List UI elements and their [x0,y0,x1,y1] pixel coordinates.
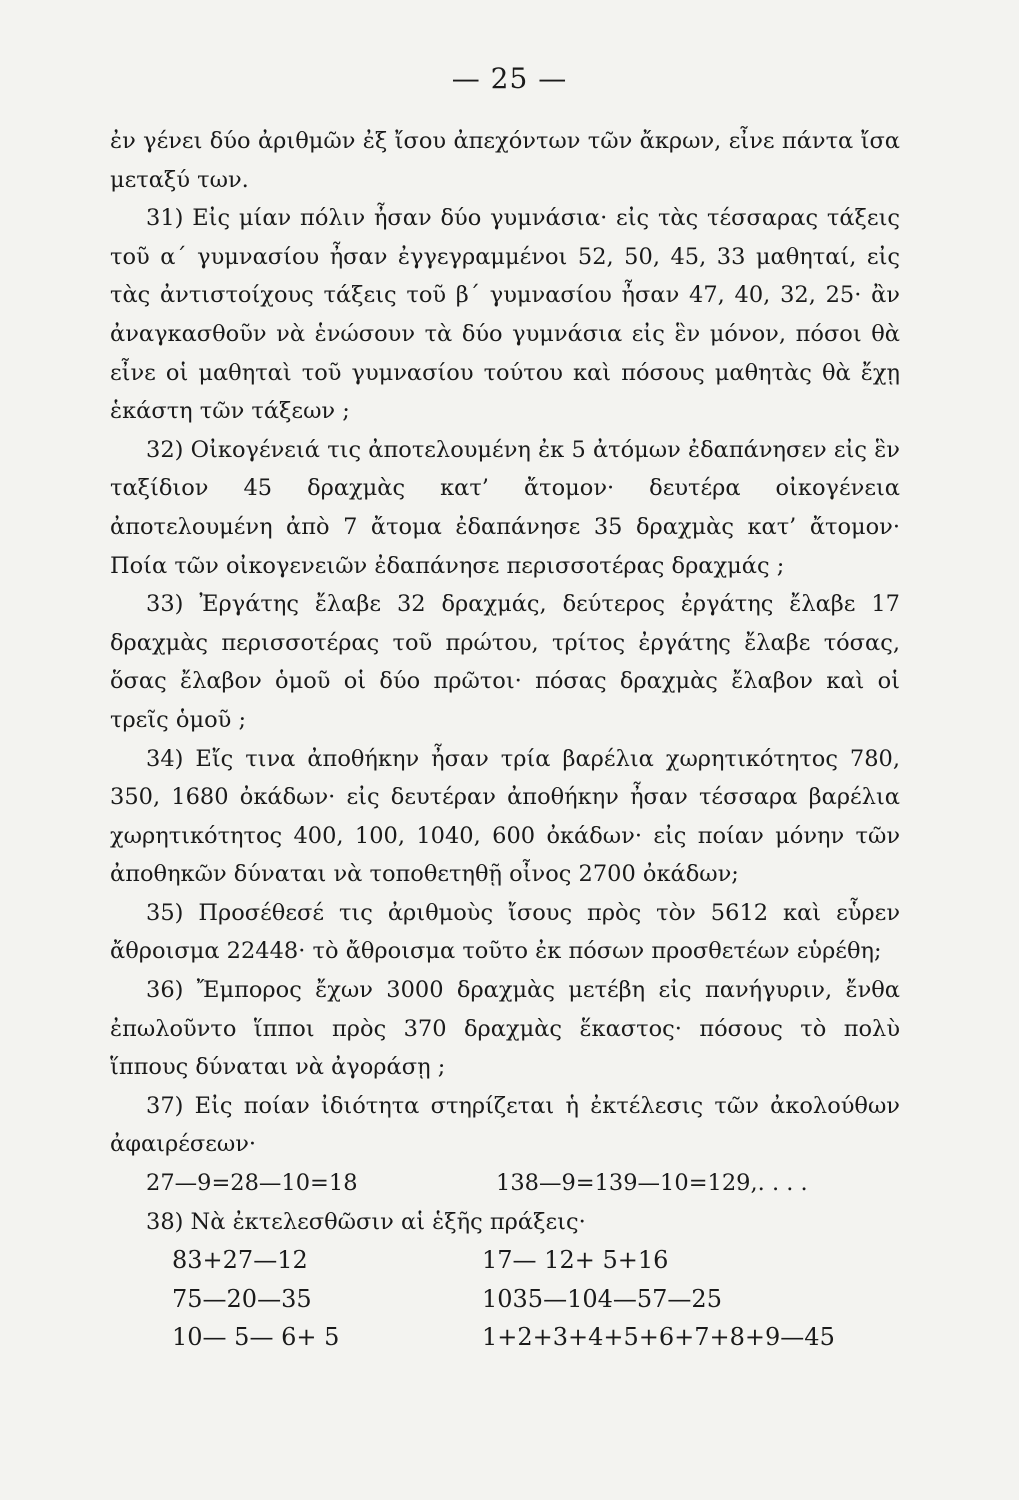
subtraction-example-left: 27—9=28—10=18 [146,1170,358,1197]
calculation-grid [110,1241,900,1357]
exercise-35: 35) Προσέθεσέ τις ἀριθμοὺς ἴσους πρὸς τὸν 5612 καὶ εὗρεν ἄθροισμα 22448· τὸ ἄθροισμα τοῦτο ἐκ πόσων προσθετέων εὑρέθη; [110,899,900,965]
exercise-33: 33) Ἐργάτης ἔλαβε 32 δραχμάς, δεύτερος ἐργάτης ἔλαβε 17 δραχμὰς περισσοτέρας τοῦ πρώτου, τρίτος ἐργάτης ἔλαβε τόσας, ὅσας ἔλαβον ὁμοῦ οἱ δύο πρῶτοι· πόσας δραχμὰς ἔλαβον καὶ οἱ τρεῖς ὁμοῦ ; [110,591,900,733]
calculation-item: 83+27—12 [172,1246,308,1275]
calculation-item: 75—20—35 [172,1284,312,1313]
page-body [110,122,900,1357]
exercise-37: 37) Εἰς ποίαν ἰδιότητα στηρίζεται ἡ ἐκτέλεσις τῶν ἀκολούθων ἀφαιρέσεων· [110,1092,900,1158]
calculation-item: 17— 12+ 5+16 [482,1246,669,1275]
calculation-item: 1+2+3+4+5+6+7+8+9—45 [482,1323,835,1352]
subtraction-examples [110,1164,900,1203]
calculation-item: 1035—104—57—25 [482,1284,722,1313]
calculation-item: 10— 5— 6+ 5 [172,1323,340,1352]
paragraph-continuation: ἐν γένει δύο ἀριθμῶν ἐξ ἴσου ἀπεχόντων τῶν ἄκρων, εἶνε πάντα ἴσα μεταξύ των. [110,128,900,193]
exercise-36: 36) Ἔμπορος ἔχων 3000 δραχμὰς μετέβη εἰς πανήγυριν, ἔνθα ἐπωλοῦντο ἵπποι πρὸς 370 δραχμὰς ἕκαστος· πόσους τὸ πολὺ ἵππους δύναται νὰ ἀγοράσῃ ; [110,977,900,1081]
page-number: — 25 — [451,62,568,95]
exercise-32: 32) Οἰκογένειά τις ἀποτελουμένη ἐκ 5 ἀτόμων ἐδαπάνησεν εἰς ἓν ταξίδιον 45 δραχμὰς κατ’ ἄτομον· δευτέρα οἰκογένεια ἀποτελουμένη ἀπὸ 7 ἄτομα ἐδαπάνησε 35 δραχμὰς κατ’ ἄτομον· Ποία τῶν οἰκογενειῶν ἐδαπάνησε περισσοτέρας δραχμάς ; [110,436,900,579]
exercise-34: 34) Εἴς τινα ἀποθήκην ἦσαν τρία βαρέλια χωρητικότητος 780, 350, 1680 ὀκάδων· εἰς δευτέραν ἀποθήκην ἦσαν τέσσαρα βαρέλια χωρητικότητος 400, 100, 1040, 600 ὀκάδων· εἰς ποίαν μόνην τῶν ἀποθηκῶν δύναται νὰ τοποθετηθῇ οἶνος 2700 ὀκάδων; [110,745,900,888]
exercise-38: 38) Νὰ ἐκτελεσθῶσιν αἱ ἑξῆς πράξεις· [146,1208,586,1235]
subtraction-example-right: 138—9=139—10=129,. . . . [496,1170,808,1197]
exercise-31: 31) Εἰς μίαν πόλιν ἦσαν δύο γυμνάσια· εἰς τὰς τέσσαρας τάξεις τοῦ α΄ γυμνασίου ἦσαν ἐγγεγραμμένοι 52, 50, 45, 33 μαθηταί, εἰς τὰς ἀντιστοίχους τάξεις τοῦ β΄ γυμνασίου ἦσαν 47, 40, 32, 25· ἂν ἀναγκασθοῦν νὰ ἑνώσουν τὰ δύο γυμνάσια εἰς ἓν μόνον, πόσοι θὰ εἶνε οἱ μαθηταὶ τοῦ γυμνασίου τούτου καὶ πόσους μαθητὰς θὰ ἔχῃ ἑκάστη τῶν τάξεων ; [110,205,900,425]
